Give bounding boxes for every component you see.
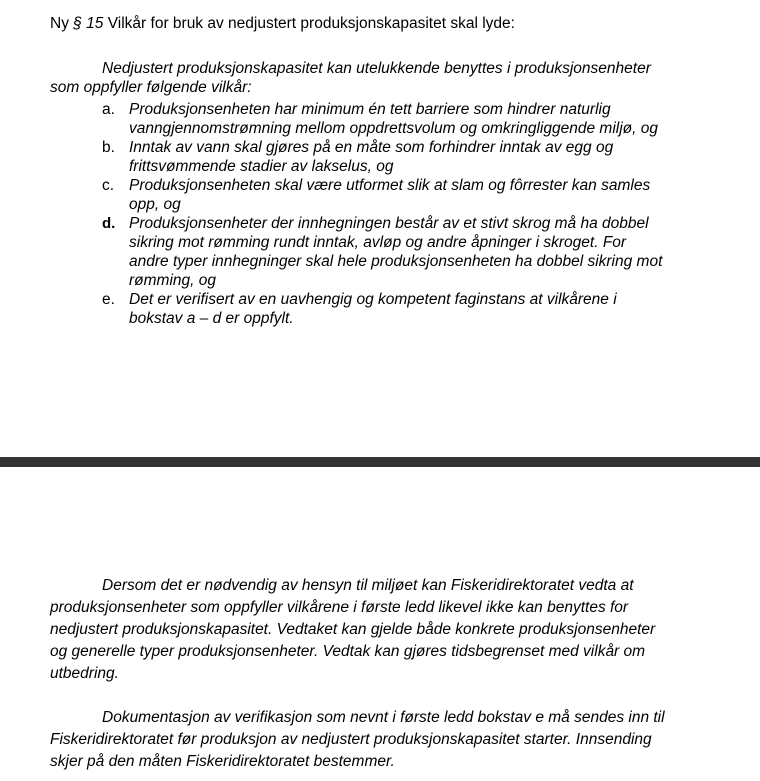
condition-item-d (50, 214, 730, 290)
paragraph-line: Dersom det er nødvendig av hensyn til miljøet kan Fiskeridirektoratet vedta at (102, 577, 634, 594)
condition-letter: d. (102, 215, 116, 232)
condition-item-c (50, 176, 730, 214)
paragraph-line: Fiskeridirektoratet før produksjon av nedjustert produksjonskapasitet starter. Innsending (50, 731, 652, 748)
paragraph-line: Dokumentasjon av verifikasjon som nevnt i første ledd bokstav e må sendes inn til (102, 709, 665, 726)
intro-line: som oppfyller følgende vilkår: (50, 79, 252, 96)
condition-line: bokstav a – d er oppfylt. (129, 310, 294, 327)
intro-line: Nedjustert produksjonskapasitet kan utelukkende benyttes i produksjonsenheter (102, 60, 651, 77)
heading-text: Vilkår for bruk av nedjustert produksjonskapasitet skal lyde: (103, 15, 515, 32)
condition-line: opp, og (129, 196, 181, 213)
condition-letter: b. (102, 139, 115, 156)
paragraph-line: og generelle typer produksjonsenheter. Vedtak kan gjøres tidsbegrenset med vilkår om (50, 643, 646, 660)
paragraph-line: nedjustert produksjonskapasitet. Vedtaket kan gjelde både konkrete produksjonsenheter (50, 621, 656, 638)
condition-line: Produksjonsenheten skal være utformet slik at slam og fôrrester kan samles (129, 177, 651, 194)
section-reference: § 15 (73, 15, 104, 32)
condition-letter: a. (102, 101, 115, 118)
paragraph-documentation (50, 707, 740, 773)
paragraph-line: produksjonsenheter som oppfyller vilkårene i første ledd likevel ikke kan benyttes for (50, 599, 629, 616)
page-separator (0, 457, 760, 467)
heading-prefix: Ny (50, 15, 74, 32)
paragraph-environment-exception (50, 575, 740, 685)
condition-letter: e. (102, 291, 115, 308)
condition-line: Produksjonsenheter der innhegningen består av et stivt skrog må ha dobbel (129, 215, 649, 232)
condition-item-b (50, 138, 730, 176)
condition-line: andre typer innhegninger skal hele produksjonsenheten ha dobbel sikring mot (129, 253, 663, 270)
condition-item-a (50, 100, 730, 138)
condition-line: Produksjonsenheten har minimum én tett barriere som hindrer naturlig (129, 101, 611, 118)
condition-line: frittsvømmende stadier av lakselus, og (129, 158, 394, 175)
condition-letter: c. (102, 177, 115, 194)
condition-line: Inntak av vann skal gjøres på en måte som forhindrer inntak av egg og (129, 139, 614, 156)
condition-line: rømming, og (129, 272, 216, 289)
intro-paragraph (50, 59, 730, 97)
paragraph-line: skjer på den måten Fiskeridirektoratet bestemmer. (50, 753, 395, 770)
condition-line: vanngjennomstrømning mellom oppdrettsvolum og omkringliggende miljø, og (129, 120, 658, 137)
paragraph-line: utbedring. (50, 665, 119, 682)
amendment-heading (50, 14, 515, 34)
condition-item-e (50, 290, 730, 328)
condition-line: Det er verifisert av en uavhengig og kompetent faginstans at vilkårene i (129, 291, 617, 308)
condition-line: sikring mot rømming rundt inntak, avløp og andre åpninger i skroget. For (129, 234, 627, 251)
conditions-list (50, 100, 730, 328)
